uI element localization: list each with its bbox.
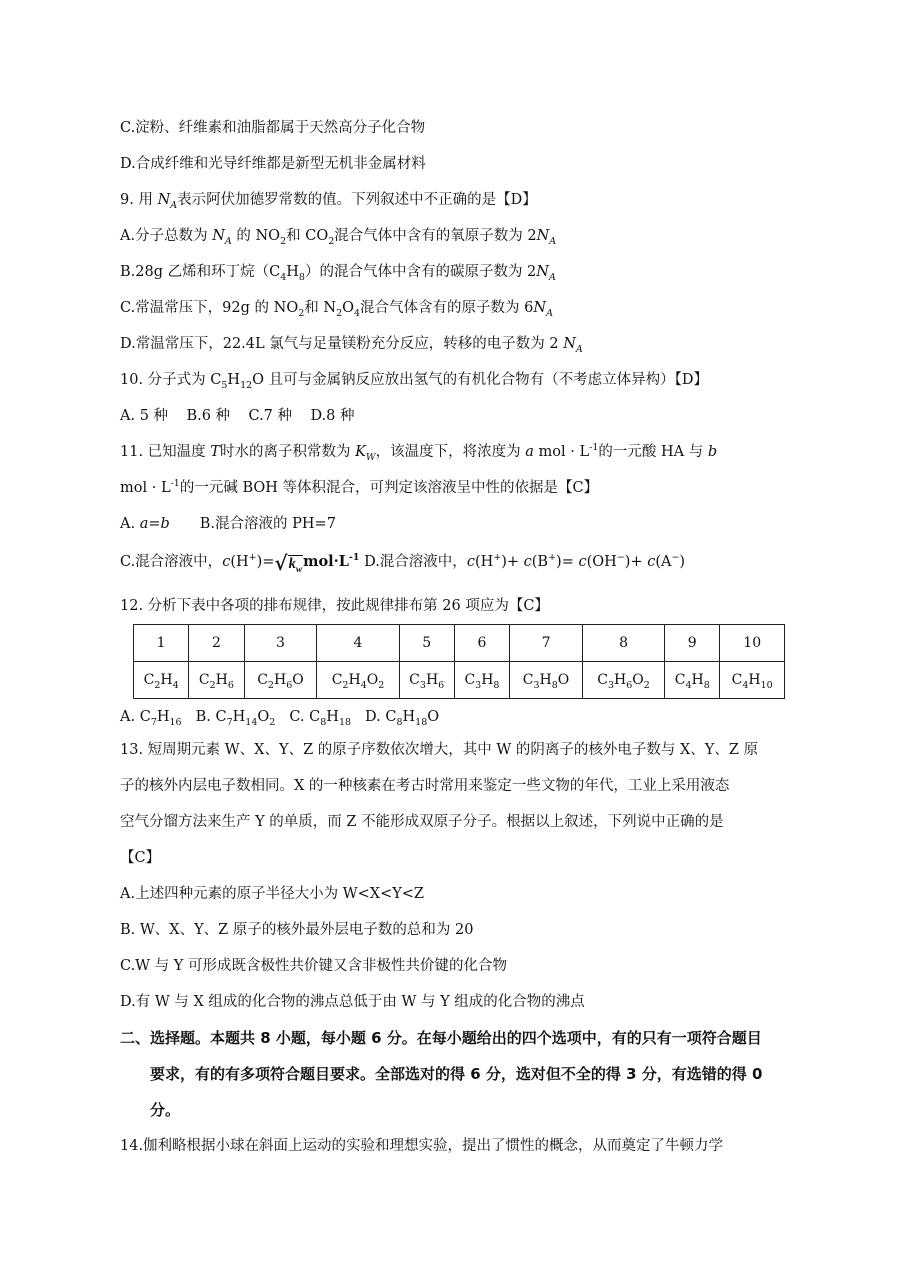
subscript: 2 [280, 235, 287, 247]
subscript: 5 [221, 379, 228, 391]
q9-option-d [120, 334, 583, 354]
q10-stem [120, 370, 708, 390]
table-cell [454, 662, 509, 699]
formula-part: C [522, 672, 534, 688]
subscript: 2 [298, 307, 305, 319]
q8-option-d-text: D.合成纤维和光导纤维都是新型无机非金属材料 [120, 156, 426, 172]
q11-d-h: (H [474, 554, 494, 570]
q11-post: 的一元酸 HA 与 [598, 444, 708, 460]
superscript: − [671, 552, 680, 564]
q11-b-text: B.混合溶液的 PH=7 [199, 516, 336, 532]
cell-number: 3 [276, 635, 285, 651]
q13-option-b [120, 920, 473, 940]
q10-stem-post: O 且可与金属钠反应放出氢气的有机化合物有（不考虑立体异构）【D】 [252, 372, 709, 388]
subscript: 6 [227, 679, 234, 691]
subscript: 4 [360, 679, 367, 691]
q9-a-mid2: 和 CO [286, 228, 329, 244]
superscript: + [548, 552, 557, 564]
q11-d-pre: D.混合溶液中， [359, 554, 467, 570]
q11-c-pre: C.混合溶液中， [120, 554, 223, 570]
q11-pre: 11. 已知温度 [120, 444, 211, 460]
formula-part: O [257, 709, 270, 725]
formula-part: C [198, 672, 210, 688]
section-heading-line3 [150, 1100, 180, 1120]
formula-part: O [632, 672, 644, 688]
subscript: 2 [154, 679, 161, 691]
cell-number: 9 [687, 635, 697, 651]
subscript: 8 [396, 716, 403, 728]
q13-line1-text: 13. 短周期元素 W、X、Y、Z 的原子序数依次增大，其中 W 的阴离子的核外电子数与 X、Y、Z 原 [120, 742, 759, 758]
table-cell [134, 625, 189, 662]
formula-part: C [309, 709, 321, 725]
q11-close: ) [679, 554, 686, 570]
q11-d-p2: )+ [624, 554, 648, 570]
q9-a-post: 混合气体中含有的氧原子数为 2 [334, 228, 537, 244]
var-c: c [578, 554, 587, 570]
subscript: 6 [286, 679, 293, 691]
cell-number: 4 [353, 635, 363, 651]
q13-option-c [120, 956, 507, 976]
q13-d-text: D.有 W 与 X 组成的化合物的沸点总低于由 W 与 Y 组成的化合物的沸点 [120, 994, 585, 1010]
q9-c-o: O [342, 300, 354, 316]
subscript: 16 [169, 716, 182, 728]
q11-stem-line2 [120, 478, 598, 498]
cell-number: 6 [477, 635, 487, 651]
table-cell [189, 625, 244, 662]
subscript: 3 [533, 679, 540, 691]
table-cell [134, 662, 189, 699]
formula-part: O [427, 709, 440, 725]
q14-stem-line1 [120, 1136, 723, 1156]
na-subscript: A [546, 307, 553, 319]
formula-part: C [731, 672, 743, 688]
section-heading-text: 分。 [150, 1101, 181, 1119]
q9-option-b [120, 262, 556, 282]
subscript: 2 [328, 235, 335, 247]
var-c: c [647, 554, 656, 570]
kw-subscript: W [365, 451, 376, 463]
option-label: D. [365, 709, 386, 725]
cell-number: 2 [211, 635, 221, 651]
formula-part: C [331, 672, 343, 688]
subscript: 4 [354, 307, 361, 319]
subscript: 3 [475, 679, 482, 691]
subscript: 2 [643, 679, 650, 691]
q9-b-post: ）的混合气体中含有的碳原子数为 2 [304, 264, 537, 280]
q13-line3-text: 空气分馏方法来生产 Y 的单质，而 Z 不能形成双原子分子。根据以上叙述，下列说中正确的是 [120, 814, 724, 830]
superscript: + [248, 552, 257, 564]
q10-h: H [227, 372, 241, 388]
superscript: -1 [170, 478, 180, 490]
formula-part: H [156, 709, 170, 725]
table-cell [454, 625, 509, 662]
q9-c-pre: C.常温常压下，92g 的 NO [120, 300, 299, 316]
na-subscript: A [548, 271, 556, 283]
option-label: B. [195, 709, 216, 725]
table-cell [510, 625, 583, 662]
q8-option-c-text: C.淀粉、纤维素和油脂都属于天然高分子化合物 [120, 120, 426, 136]
table-cell [665, 625, 720, 662]
subscript: 8 [493, 679, 500, 691]
radicand [288, 555, 304, 575]
q14-line1-text: 14.伽利略根据小球在斜面上运动的实验和理想实验，提出了惯性的概念，从而奠定了牛顿力学 [120, 1138, 724, 1154]
subscript: 3 [419, 679, 426, 691]
q11-d-b: (B [531, 554, 549, 570]
table-cell [317, 662, 399, 699]
table-cell [582, 662, 664, 699]
formula-part: H [160, 672, 173, 688]
q11-a-pre: A. [120, 516, 140, 532]
q11-mid2: ，该温度下，将浓度为 [375, 444, 526, 460]
table-row-formula [134, 662, 785, 699]
subscript: 8 [320, 716, 327, 728]
q9-c-mid: 和 N [304, 300, 337, 316]
formula-part: C [597, 672, 608, 688]
var-b: b [707, 444, 718, 460]
na-subscript: A [575, 343, 583, 355]
formula-part: O [557, 672, 570, 688]
q13-option-d [120, 992, 585, 1012]
cell-number: 1 [156, 635, 166, 651]
q11-a-eq: a=b [139, 516, 170, 532]
table-cell [399, 625, 454, 662]
q11-line2-pre: mol · L [120, 480, 171, 496]
formula-part: C [139, 709, 151, 725]
table-cell [582, 625, 664, 662]
q10-stem-pre: 10. 分子式为 C [120, 372, 222, 388]
formula-part: C [215, 709, 227, 725]
section-heading-line2 [150, 1064, 762, 1084]
q13-option-a [120, 884, 424, 904]
table-cell [510, 662, 583, 699]
temperature-symbol: T [210, 444, 220, 460]
subscript: 2 [269, 716, 276, 728]
q9-stem [120, 190, 537, 210]
q12-stem [120, 596, 549, 616]
w-subscript: w [295, 564, 303, 575]
q13-b-text: B. W、X、Y、Z 原子的核外最外层电子数的总和为 20 [120, 922, 474, 938]
formula-part: H [614, 672, 627, 688]
q11-d-p1: )+ [501, 554, 524, 570]
na-symbol: N [212, 228, 225, 244]
table-cell [720, 625, 785, 662]
na-symbol: N [563, 336, 576, 352]
na-subscript: A [170, 199, 178, 211]
subscript: 8 [551, 679, 558, 691]
subscript: 8 [298, 271, 305, 283]
formula-part: H [273, 672, 287, 688]
q11-stem-line1 [120, 442, 717, 462]
table-cell [244, 662, 317, 699]
cell-number: 7 [541, 635, 551, 651]
q11-d-oh: (OH [586, 554, 617, 570]
formula-part: C [674, 672, 686, 688]
q9-b-pre: B.28g 乙烯和环丁烷（C [120, 264, 281, 280]
q9-option-a [120, 226, 556, 246]
subscript: 18 [415, 716, 428, 728]
q11-d-a: (A [655, 554, 672, 570]
q13-line2-text: 子的核外内层电子数相同。X 的一种核素在考古时常用来鉴定一些文物的年代，工业上采用液态 [120, 778, 730, 794]
section-heading-line1 [120, 1028, 762, 1048]
sequence-table [133, 624, 785, 699]
q13-a-text: A.上述四种元素的原子半径大小为 W<X<Y<Z [120, 886, 425, 902]
radical-sign: √ [274, 551, 288, 575]
q12-options [120, 707, 439, 727]
subscript: 3 [607, 679, 615, 691]
q11-d-eq: )= [556, 554, 579, 570]
var-c: c [523, 554, 532, 570]
subscript: 4 [280, 271, 287, 283]
superscript: -1 [348, 552, 360, 564]
subscript: 2 [209, 679, 216, 691]
q8-option-d [120, 154, 426, 174]
na-symbol: N [536, 228, 550, 244]
formula-part: H [539, 672, 552, 688]
q9-stem-pre: 9. 用 [120, 192, 158, 208]
formula-part: H [748, 672, 761, 688]
section-heading-text: 要求，有的有多项符合题目要求。全部选对的得 6 分，选对但不全的得 3 分，有选错的得 0 [150, 1065, 763, 1083]
subscript: 8 [703, 679, 710, 691]
q10-options [120, 406, 355, 426]
option-label: C. [289, 709, 310, 725]
formula-part: H [425, 672, 439, 688]
q13-stem-line3 [120, 812, 724, 832]
q13-c-text: C.W 与 Y 可形成既含极性共价键又含非极性共价键的化合物 [120, 958, 507, 974]
q13-answer [120, 848, 160, 868]
q11-c-unit: mol·L [303, 553, 349, 570]
subscript: 12 [240, 379, 253, 391]
subscript: 2 [378, 679, 385, 691]
subscript: 4 [742, 679, 749, 691]
formula-part: H [481, 672, 494, 688]
cell-number: 10 [743, 635, 762, 651]
q13-stem-line1 [120, 740, 758, 760]
q11-options-ab [120, 514, 336, 534]
formula-part: O [366, 672, 379, 688]
q11-mid3: mol · L [533, 444, 590, 460]
na-symbol: N [533, 300, 547, 316]
subscript: 6 [626, 679, 633, 691]
na-subscript: A [549, 235, 557, 247]
k-symbol: k [288, 556, 296, 572]
formula-part: H [215, 672, 228, 688]
q9-a-pre: A.分子总数为 [120, 228, 213, 244]
superscript: + [493, 552, 502, 564]
q9-b-h: H [286, 264, 299, 280]
table-cell [399, 662, 454, 699]
q10-options-text: A. 5 种 B.6 种 C.7 种 D.8 种 [120, 408, 355, 424]
section-heading-text: 二、选择题。本题共 8 小题，每小题 6 分。在每小题给出的四个选项中，有的只有一项符合题目 [120, 1029, 762, 1047]
subscript: 4 [685, 679, 692, 691]
table-row-index [134, 625, 785, 662]
formula-part: H [691, 672, 704, 688]
superscript: -1 [589, 442, 599, 454]
formula-part: O [292, 672, 304, 688]
formula-part: C [464, 672, 476, 688]
na-symbol: N [157, 192, 171, 208]
subscript: 18 [338, 716, 352, 728]
subscript: 10 [760, 679, 773, 691]
table-cell [189, 662, 244, 699]
subscript: 14 [245, 716, 258, 728]
q11-mid: 时水的离子积常数为 [219, 444, 356, 460]
q12-stem-text: 12. 分析下表中各项的排布规律，按此规律排布第 26 项应为【C】 [120, 598, 549, 614]
table-cell [317, 625, 399, 662]
q9-option-c [120, 298, 553, 318]
subscript: 7 [226, 716, 233, 728]
subscript: 2 [267, 679, 274, 691]
formula-part: C [257, 672, 268, 688]
table-cell [720, 662, 785, 699]
q9-d-pre: D.常温常压下，22.4L 氯气与足量镁粉充分反应，转移的电子数为 2 [120, 336, 564, 352]
q9-stem-post: 表示阿伏加德罗常数的值。下列叙述中不正确的是【D】 [177, 192, 537, 208]
q9-c-post: 混合气体含有的原子数为 6 [360, 300, 534, 316]
q11-options-cd [120, 551, 686, 575]
subscript: 2 [342, 679, 349, 691]
q13-answer-text: 【C】 [120, 850, 161, 866]
cell-number: 5 [422, 635, 432, 651]
superscript: − [616, 552, 625, 564]
kw-symbol: K [355, 444, 366, 460]
formula-part: H [348, 672, 361, 688]
q13-stem-line2 [120, 776, 729, 796]
subscript: 2 [336, 307, 343, 319]
formula-part: H [326, 709, 339, 725]
na-subscript: A [224, 235, 232, 247]
formula-part: C [409, 672, 420, 688]
cell-number: 8 [619, 635, 628, 651]
var-c: c [466, 554, 475, 570]
var-c: c [222, 554, 231, 570]
q8-option-c [120, 118, 425, 138]
option-label: A. [120, 709, 140, 725]
sqrt-expression [274, 551, 303, 575]
subscript: 4 [172, 679, 179, 691]
formula-part: H [402, 709, 416, 725]
q11-line2-post: 的一元碱 BOH 等体积混合，可判定该溶液呈中性的依据是【C】 [179, 480, 599, 496]
q11-c-h: (H [230, 554, 249, 570]
formula-part: C [143, 672, 155, 688]
formula-part: C [385, 709, 397, 725]
q9-a-mid: 的 NO [231, 228, 281, 244]
table-cell [665, 662, 720, 699]
table-cell [244, 625, 317, 662]
na-symbol: N [536, 264, 549, 280]
q11-c-eq: )= [256, 554, 275, 570]
var-a: a [525, 444, 534, 460]
subscript: 6 [438, 679, 445, 691]
formula-part: H [232, 709, 246, 725]
subscript: 7 [150, 716, 157, 728]
